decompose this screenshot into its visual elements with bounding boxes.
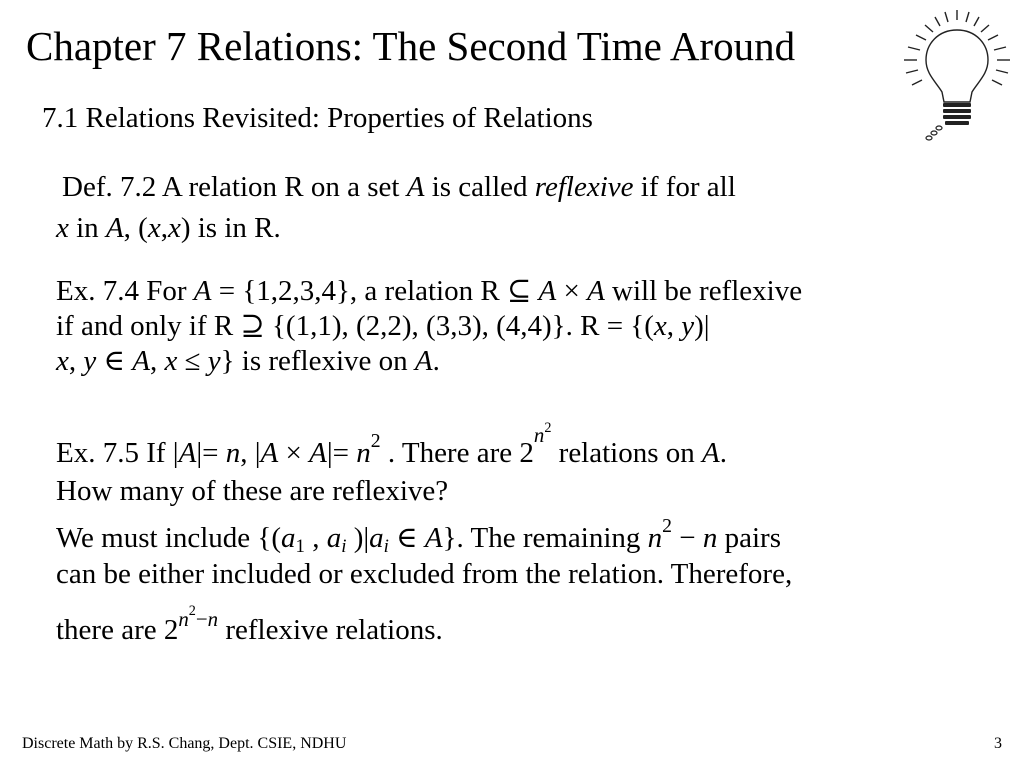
example-7-5-line-2: How many of these are reflexive? [56, 475, 449, 507]
footer-credit: Discrete Math by R.S. Chang, Dept. CSIE, NDHU [22, 735, 347, 752]
slide-subtitle: 7.1 Relations Revisited: Properties of Relations [42, 102, 593, 134]
lightbulb-icon [898, 6, 1016, 144]
example-7-5-line-5: there are $2^{n^2-n}$ reflexive relations. [56, 603, 443, 646]
example-7-4-line-2: if and only if R ⊇ {(1,1), (2,2), (3,3), (4,4)}. R = {(x, y)| [56, 310, 710, 342]
example-7-5-line-3: We must include {($a_1$ , $a_i$ )$|a_i$ ∈ A}. The remaining $n^2 - n$ pairs [56, 515, 781, 557]
slide-title: Chapter 7 Relations: The Second Time Around [26, 23, 796, 69]
definition-line-1: Def. 7.2 A relation R on a set A is called reflexive if for all [62, 171, 736, 203]
page-number: 3 [994, 735, 1002, 752]
example-7-5-line-1: Ex. 7.5 If |A|= n, $|A \times A|= n^2$ . There are $2^{n^2}$ relations on A. [56, 419, 727, 469]
example-7-5-line-4: can be either included or excluded from the relation. Therefore, [56, 558, 793, 590]
definition-line-2: x in A, (x,x) is in R. [56, 212, 281, 244]
example-7-4-line-3: x, y ∈ A, x ≤ y} is reflexive on A. [56, 345, 440, 377]
example-7-4-line-1: Ex. 7.4 For A = {1,2,3,4}, a relation R ⊆ A × A will be reflexive [56, 275, 803, 307]
